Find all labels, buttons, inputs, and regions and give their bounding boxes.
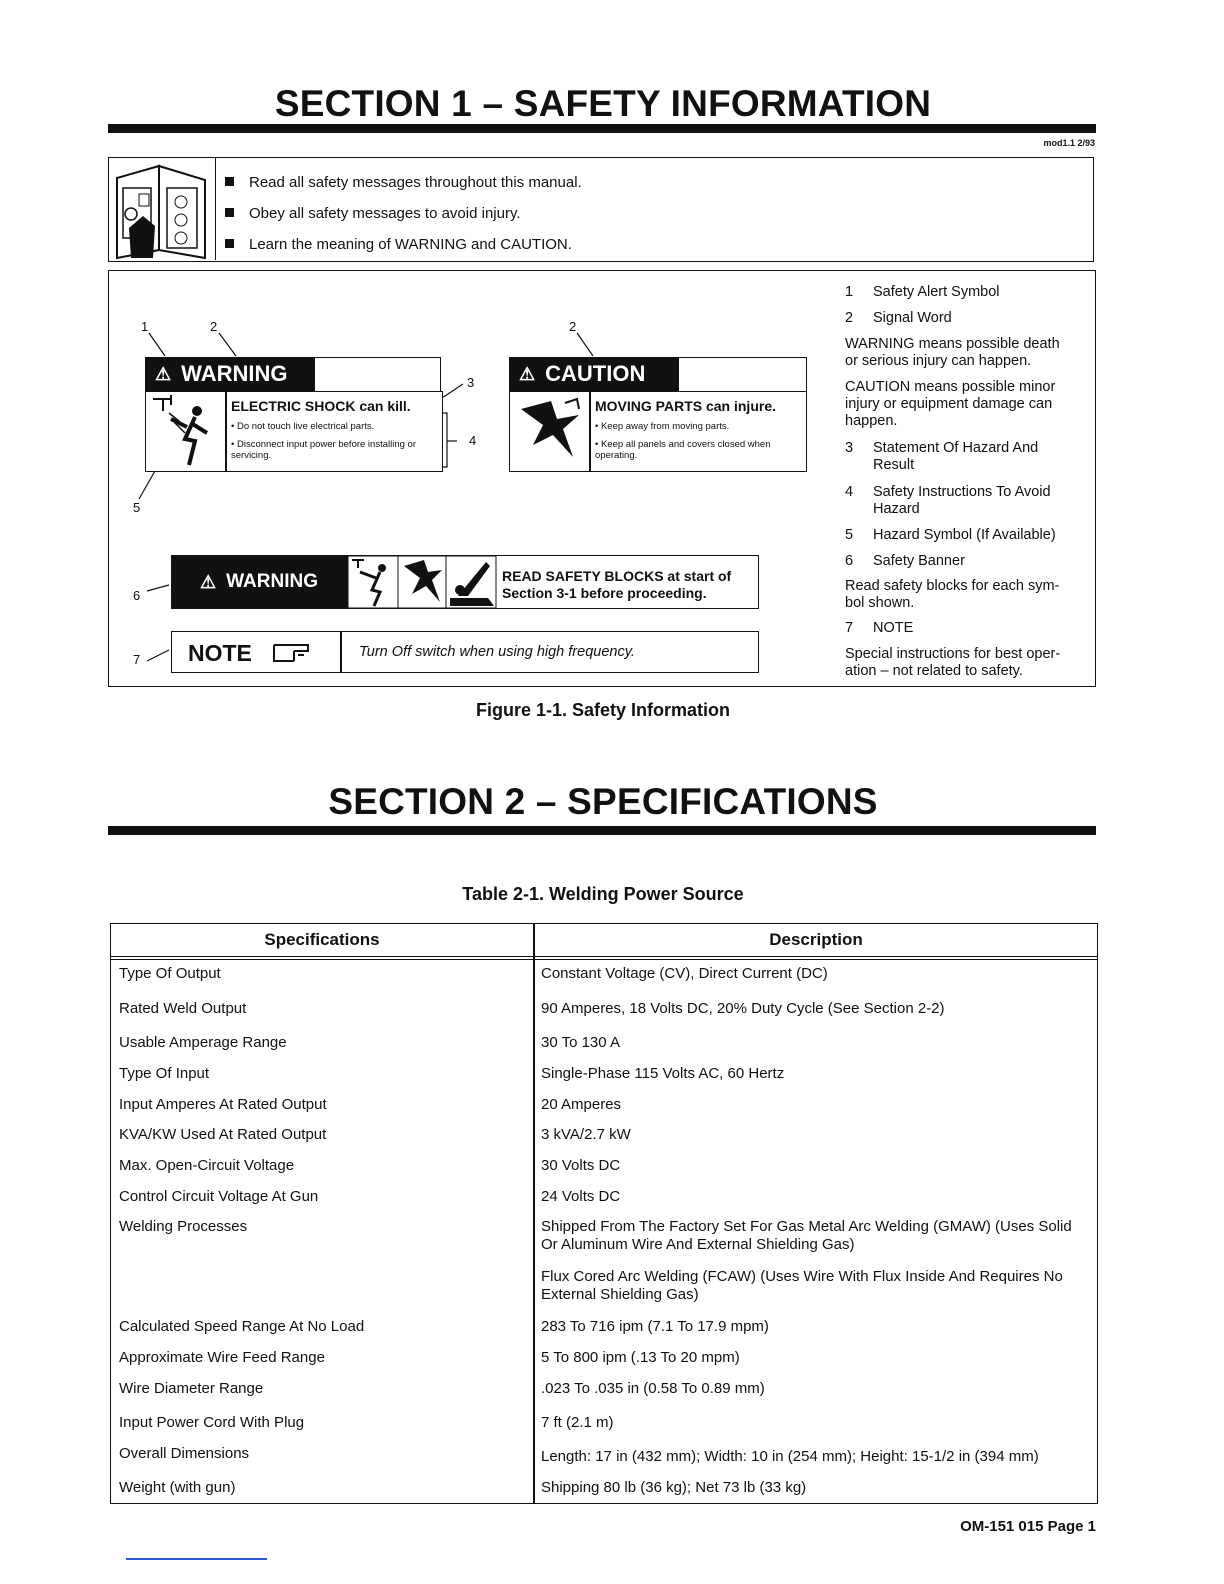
table-row-desc: 24 Volts DC xyxy=(541,1188,621,1205)
warning-signal: ⚠ WARNING xyxy=(145,357,315,391)
table-row-desc: Shipped From The Factory Set For Gas Metal Arc Welding (GMAW) (Uses Solid Or Aluminum Wire And External Shielding Gas) xyxy=(541,1218,1072,1253)
table-row-spec: Rated Weld Output xyxy=(119,1000,247,1017)
banner-text-1: READ SAFETY BLOCKS at start of xyxy=(502,568,732,584)
alert-triangle-icon: ⚠ xyxy=(200,571,217,592)
table-row-spec: Weight (with gun) xyxy=(119,1479,236,1496)
caution-label xyxy=(509,357,807,472)
callout-2b: 2 xyxy=(569,319,577,334)
revision-code: mod1.1 2/93 xyxy=(1043,138,1095,148)
table-row-desc: 30 To 130 A xyxy=(541,1034,620,1051)
callout-1: 1 xyxy=(141,319,149,334)
legend-item: 2 Signal Word xyxy=(845,310,952,326)
safety-banner xyxy=(171,555,759,609)
callout-6: 6 xyxy=(133,588,141,603)
header-spec: Specifications xyxy=(264,929,380,949)
legend-desc: Read safety blocks for each sym- bol shown. xyxy=(845,578,1060,611)
table-row-desc: 90 Amperes, 18 Volts DC, 20% Duty Cycle (See Section 2-2) xyxy=(541,1000,945,1017)
manual-icon xyxy=(109,158,216,260)
table-row-spec: Input Power Cord With Plug xyxy=(119,1414,305,1431)
table-row-desc: 30 Volts DC xyxy=(541,1157,621,1174)
safety-figure xyxy=(108,270,1096,687)
alert-triangle-icon: ⚠ xyxy=(519,363,536,384)
table-row-spec: Type Of Output xyxy=(119,965,221,982)
moving-parts-icon xyxy=(513,395,585,467)
legend-desc: Special instructions for best oper- ation – not related to safety. xyxy=(845,646,1061,679)
warning-instruction: • Disconnect input power before installing or servicing. xyxy=(231,439,416,461)
table-row-desc: Single-Phase 115 Volts AC, 60 Hertz xyxy=(541,1065,785,1082)
callout-7: 7 xyxy=(133,652,141,667)
legend-desc: WARNING means possible death or serious injury can happen. xyxy=(845,336,1060,369)
callout-3: 3 xyxy=(467,375,475,390)
section1-rule xyxy=(108,124,1096,133)
alert-triangle-icon: ⚠ xyxy=(155,363,172,384)
legend-item: 6 Safety Banner xyxy=(845,553,965,569)
table-row-desc: 283 To 716 ipm (7.1 To 17.9 mpm) xyxy=(541,1318,769,1335)
caution-hazard-statement: MOVING PARTS can injure. xyxy=(595,398,776,414)
legend-item: 5 Hazard Symbol (If Available) xyxy=(845,527,1056,543)
caution-instruction: • Keep away from moving parts. xyxy=(595,421,730,432)
section1-title: SECTION 1 – SAFETY INFORMATION xyxy=(274,83,932,124)
table-row-spec: Usable Amperage Range xyxy=(119,1034,287,1051)
table-row-desc: 3 kVA/2.7 kW xyxy=(541,1126,631,1143)
table-title: Table 2-1. Welding Power Source xyxy=(462,884,744,904)
table-row-desc: Constant Voltage (CV), Direct Current (DC) xyxy=(541,965,828,982)
legend-item: 1 Safety Alert Symbol xyxy=(845,284,1000,300)
table-row-desc: 20 Amperes xyxy=(541,1096,622,1113)
legend-item: 4 Safety Instructions To Avoid Hazard xyxy=(845,484,1051,517)
intro-bullet: Obey all safety messages to avoid injury. xyxy=(225,205,521,222)
warning-label xyxy=(145,357,443,472)
page-number: OM-151 015 Page 1 xyxy=(960,1518,1096,1535)
header-desc: Description xyxy=(769,929,863,949)
table-row-desc: Length: 17 in (432 mm); Width: 10 in (254 mm); Height: 15-1/2 in (394 mm) xyxy=(541,1448,1039,1465)
table-row-spec: Welding Processes xyxy=(119,1218,248,1235)
warning-hazard-statement: ELECTRIC SHOCK can kill. xyxy=(231,398,411,414)
section2-rule xyxy=(108,826,1096,835)
table-row-spec: Wire Diameter Range xyxy=(119,1380,264,1397)
electric-shock-icon xyxy=(149,393,221,469)
intro-bullet: Learn the meaning of WARNING and CAUTION. xyxy=(225,236,572,253)
warning-instruction: • Do not touch live electrical parts. xyxy=(231,421,375,432)
caution-signal: ⚠ CAUTION xyxy=(509,357,679,391)
table-row-spec: Approximate Wire Feed Range xyxy=(119,1349,325,1366)
table-row-desc: Shipping 80 lb (36 kg); Net 73 lb (33 kg) xyxy=(541,1479,807,1496)
callout-5: 5 xyxy=(133,500,141,515)
table-row-desc: 7 ft (2.1 m) xyxy=(541,1414,614,1431)
spec-table xyxy=(110,923,1098,1504)
callout-leaders xyxy=(109,271,839,686)
table-row-desc: 5 To 800 ipm (.13 To 20 mpm) xyxy=(541,1349,740,1366)
callout-4: 4 xyxy=(469,433,477,448)
table-row-spec: Calculated Speed Range At No Load xyxy=(119,1318,365,1335)
table-row-spec: Control Circuit Voltage At Gun xyxy=(119,1188,319,1205)
legend-desc: CAUTION means possible minor injury or equipment damage can happen. xyxy=(845,379,1056,429)
note-label: NOTE xyxy=(188,640,252,666)
table-row-spec: Overall Dimensions xyxy=(119,1445,250,1462)
pointing-hand-icon xyxy=(272,641,314,665)
banner-text-2: Section 3-1 before proceeding. xyxy=(502,585,707,601)
footer-link-underline[interactable] xyxy=(126,1558,267,1560)
table-row-desc: Flux Cored Arc Welding (FCAW) (Uses Wire With Flux Inside And Requires No External Shielding Gas) xyxy=(541,1268,1063,1303)
caution-instruction: • Keep all panels and covers closed when operating. xyxy=(595,439,771,461)
table-row-spec: Max. Open-Circuit Voltage xyxy=(119,1157,295,1174)
figure-caption: Figure 1-1. Safety Information xyxy=(475,700,731,720)
table-row-desc: .023 To .035 in (0.58 To 0.89 mm) xyxy=(541,1380,765,1397)
table-row-spec: Input Amperes At Rated Output xyxy=(119,1096,327,1113)
legend-item: 3 Statement Of Hazard And Result xyxy=(845,440,1039,473)
note-text: Turn Off switch when using high frequency. xyxy=(359,644,635,660)
banner-signal: ⚠ WARNING xyxy=(172,556,348,608)
section2-title: SECTION 2 – SPECIFICATIONS xyxy=(328,781,878,822)
table-row-spec: Type Of Input xyxy=(119,1065,210,1082)
table-row-spec: KVA/KW Used At Rated Output xyxy=(119,1126,327,1143)
note-block xyxy=(171,631,759,673)
intro-box xyxy=(108,157,1094,262)
hazard-symbols xyxy=(348,556,498,608)
intro-bullet: Read all safety messages throughout this manual. xyxy=(225,174,582,191)
legend-item: 7 NOTE xyxy=(845,620,914,636)
callout-2: 2 xyxy=(210,319,218,334)
